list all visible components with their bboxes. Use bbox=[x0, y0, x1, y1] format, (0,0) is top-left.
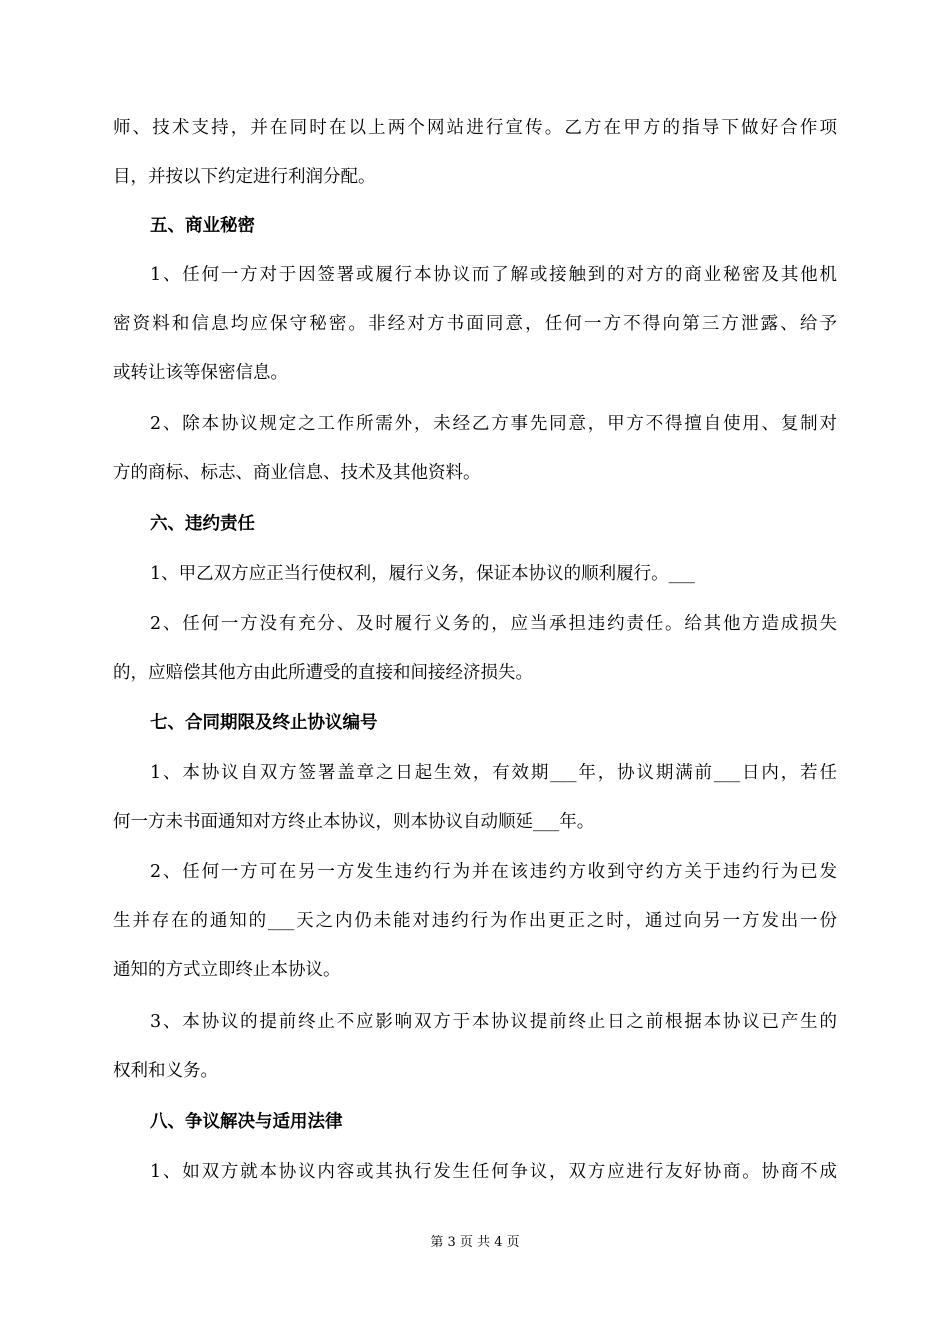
paragraph-6-2 bbox=[113, 600, 837, 698]
paragraph-8-1 bbox=[113, 1148, 837, 1197]
section-heading-liability: 六、违约责任 bbox=[150, 514, 255, 534]
text-line: 2、任何一方没有充分、及时履行义务的，应当承担违约责任。给其他方造成损失 bbox=[150, 614, 837, 634]
paragraph-7-3 bbox=[113, 998, 837, 1096]
text-line: 目，并按以下约定进行利润分配。 bbox=[113, 167, 376, 187]
text-line: 2、除本协议规定之工作所需外，未经乙方事先同意，甲方不得擅自使用、复制对 bbox=[150, 414, 837, 434]
paragraph-7-2 bbox=[113, 848, 837, 995]
paragraph-5-1 bbox=[113, 251, 837, 398]
text-line: 生并存在的通知的___天之内仍未能对违约行为作出更正之时，通过向另一方发出一份 bbox=[113, 911, 837, 931]
text-line: 1、本协议自双方签署盖章之日起生效，有效期___年，协议期满前___日内，若任 bbox=[150, 763, 837, 783]
text-line: 1、如双方就本协议内容或其执行发生任何争议，双方应进行友好协商。协商不成 bbox=[150, 1162, 837, 1182]
text-line: 方的商标、标志、商业信息、技术及其他资料。 bbox=[113, 463, 481, 483]
section-heading-disputes: 八、争议解决与适用法律 bbox=[150, 1112, 343, 1132]
text-line: 通知的方式立即终止本协议。 bbox=[113, 960, 341, 980]
paragraph-intro-continued bbox=[113, 104, 837, 202]
paragraph-5-2 bbox=[113, 400, 837, 498]
text-line: 2、任何一方可在另一方发生违约行为并在该违约方收到守约方关于违约行为已发 bbox=[150, 862, 837, 882]
section-heading-trade-secrets: 五、商业秘密 bbox=[150, 216, 255, 236]
text-line: 师、技术支持，并在同时在以上两个网站进行宣传。乙方在甲方的指导下做好合作项 bbox=[113, 118, 837, 138]
text-line: 权利和义务。 bbox=[113, 1061, 218, 1081]
text-line: 1、任何一方对于因签署或履行本协议而了解或接触到的对方的商业秘密及其他机 bbox=[150, 265, 837, 285]
page-number-footer: 第 3 页 共 4 页 bbox=[430, 1235, 520, 1250]
text-line: 何一方未书面通知对方终止本协议，则本协议自动顺延___年。 bbox=[113, 812, 595, 832]
paragraph-7-1 bbox=[113, 749, 837, 847]
text-line: 的，应赔偿其他方由此所遭受的直接和间接经济损失。 bbox=[113, 663, 533, 683]
section-heading-term: 七、合同期限及终止协议编号 bbox=[150, 713, 378, 733]
text-line: 或转让该等保密信息。 bbox=[113, 363, 288, 383]
text-line: 1、甲乙双方应正当行使权利，履行义务，保证本协议的顺利履行。___ bbox=[150, 564, 695, 584]
paragraph-6-1 bbox=[113, 550, 837, 599]
text-line: 密资料和信息均应保守秘密。非经对方书面同意，任何一方不得向第三方泄露、给予 bbox=[113, 314, 837, 334]
text-line: 3、本协议的提前终止不应影响双方于本协议提前终止日之前根据本协议已产生的 bbox=[150, 1012, 837, 1032]
